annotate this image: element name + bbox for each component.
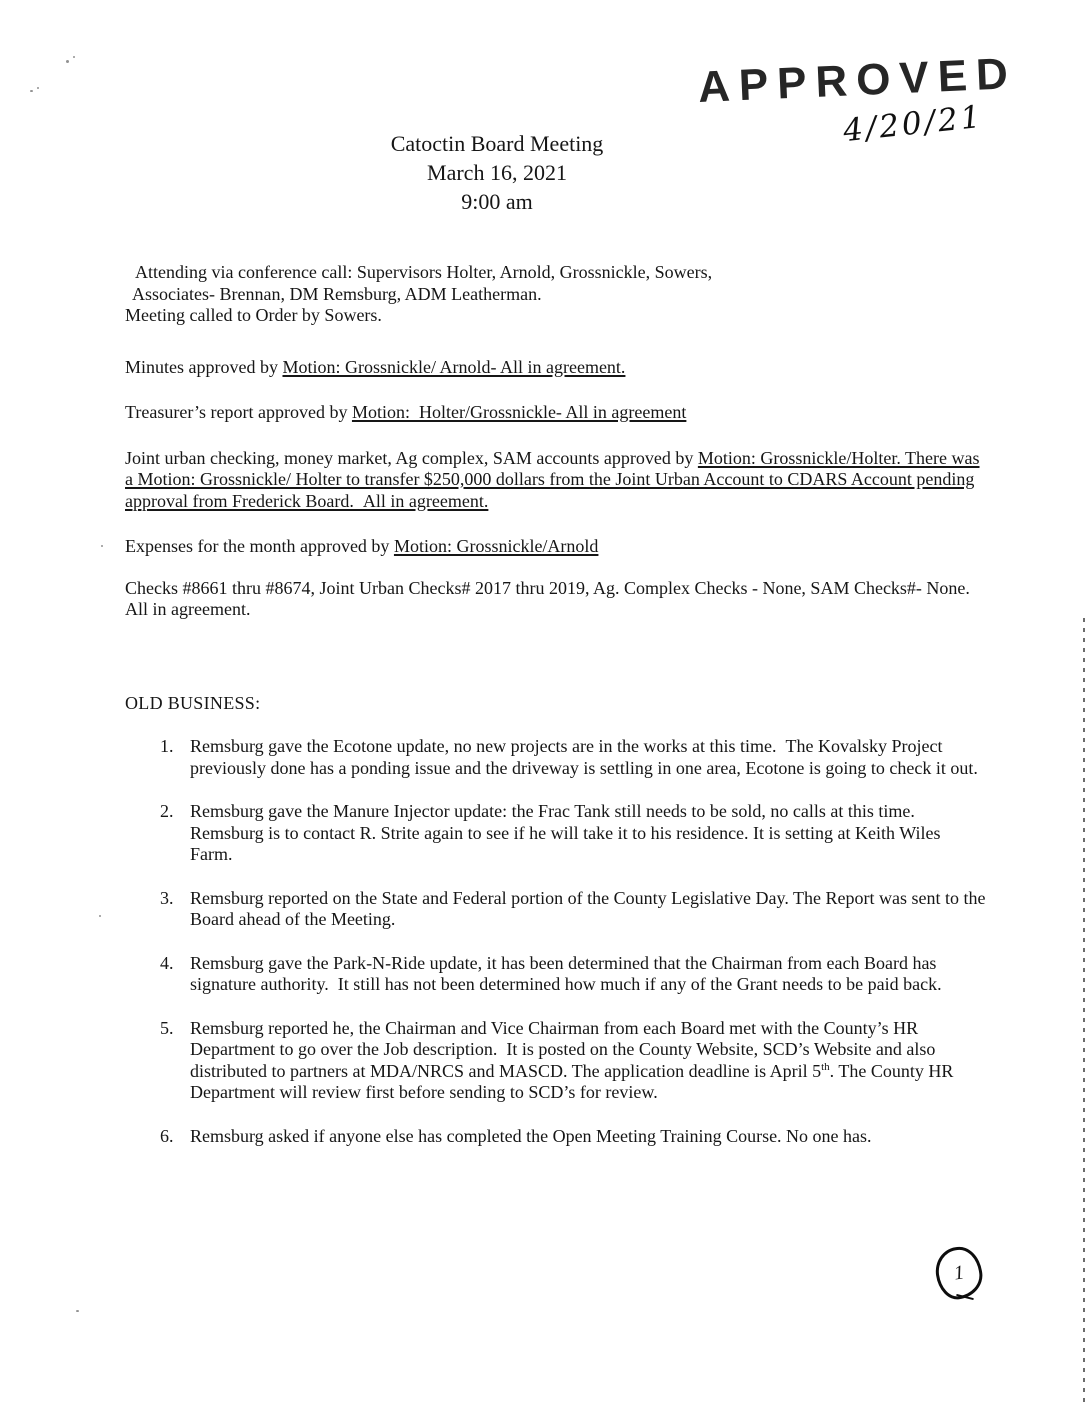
list-item-number: 3.	[160, 887, 174, 908]
list-item-number: 2.	[160, 801, 174, 821]
page-number: 1	[952, 1260, 966, 1285]
accounts-motion-underlined: Motion: Grossnickle/Holter. There was a Motion: Grossnickle/ Holter to transfer $250,000 dollars from the Joint Urban Account to CDARS Account pending approval from Frederick Board. All in agreement.	[125, 447, 980, 511]
treasurer-report-prefix: Treasurer’s report approved by	[125, 402, 352, 422]
scan-speck	[30, 90, 33, 92]
list-item-text: Remsburg gave the Ecotone update, no new projects are in the works at this time. The Kovalsky Project previously done has a ponding issue and the driveway is settling in one area, Ecotone is going to check it out.	[190, 736, 978, 778]
list-item	[160, 953, 987, 996]
list-item-text: Remsburg gave the Park-N-Ride update, it has been determined that the Chairman from each Board has signature authority. It still has not been determined how much if any of the Grant needs to be paid back.	[190, 952, 942, 994]
scan-speck	[66, 60, 69, 63]
list-item	[160, 1126, 987, 1148]
attendance-paragraph	[125, 262, 987, 327]
meeting-date: March 16, 2021	[427, 160, 567, 185]
treasurer-motion-underlined: Motion: Holter/Grossnickle- All in agreement	[351, 402, 687, 422]
old-business-list	[125, 736, 987, 1147]
minutes-motion-underlined: Motion: Grossnickle/ Arnold- All in agreement.	[282, 356, 626, 377]
list-item	[160, 1018, 987, 1104]
list-item	[160, 888, 987, 931]
list-item-text: Remsburg gave the Manure Injector update: the Frac Tank still needs to be sold, no calls at this time. Remsburg is to contact R. Strite again to see if he will take it to his residence. It is setting at Keith Wiles Farm.	[190, 801, 941, 864]
meeting-title: Catoctin Board Meeting	[390, 131, 604, 156]
minutes-approval-prefix: Minutes approved by	[125, 356, 283, 377]
document-header	[0, 129, 994, 216]
treasurer-report-paragraph	[125, 402, 987, 424]
approved-stamp-date-handwritten: 4/20/21	[841, 98, 986, 150]
scan-edge-line	[1083, 618, 1085, 1408]
accounts-approval-prefix: Joint urban checking, money market, Ag complex, SAM accounts approved by	[125, 447, 698, 468]
old-business-heading: OLD BUSINESS:	[125, 692, 261, 713]
scan-speck	[101, 545, 103, 547]
approved-stamp: APPROVED	[697, 49, 1018, 112]
document-body	[125, 262, 987, 1169]
ordinal-superscript: th	[821, 1060, 830, 1073]
meeting-time: 9:00 am	[461, 189, 533, 214]
scan-speck	[37, 87, 39, 89]
list-item-number: 6.	[160, 1125, 174, 1146]
list-item	[160, 736, 987, 779]
scan-speck	[73, 56, 75, 58]
list-item	[160, 801, 987, 866]
list-item-text: Remsburg asked if anyone else has completed the Open Meeting Training Course. No one has.	[190, 1125, 872, 1146]
expenses-approval-paragraph	[125, 536, 987, 558]
list-item-number: 5.	[160, 1017, 174, 1038]
call-to-order-line: Meeting called to Order by Sowers.	[125, 305, 382, 325]
scan-speck	[76, 1310, 79, 1312]
minutes-approval-paragraph	[125, 357, 987, 379]
list-item-number: 1.	[160, 736, 174, 756]
expenses-motion-underlined: Motion: Grossnickle/Arnold	[393, 536, 599, 556]
handwritten-page-number-circle	[933, 1244, 986, 1302]
list-item-text: Remsburg reported on the State and Federal portion of the County Legislative Day. The Report was sent to the Board ahead of the Meeting.	[190, 887, 986, 929]
expenses-approval-prefix: Expenses for the month approved by	[125, 536, 394, 556]
checks-paragraph: Checks #8661 thru #8674, Joint Urban Checks# 2017 thru 2019, Ag. Complex Checks - None, SAM Checks#- None. All in agreement.	[125, 577, 970, 619]
list-item-number: 4.	[160, 952, 174, 973]
attendance-line: Associates- Brennan, DM Remsburg, ADM Leatherman.	[132, 283, 542, 304]
attendance-line: Attending via conference call: Supervisors Holter, Arnold, Grossnickle, Sowers,	[135, 262, 713, 282]
accounts-approval-paragraph	[125, 448, 987, 513]
scan-speck	[99, 915, 101, 917]
list-item-text: Remsburg reported he, the Chairman and Vice Chairman from each Board met with the County’s HR Department to go over the Job description. It is posted on the County Website, SCD’s Website and also distributed to partners at MDA/NRCS and MASCD. The application deadline is April 5th. The County HR Department will review first before sending to SCD’s for review.	[190, 1017, 954, 1102]
